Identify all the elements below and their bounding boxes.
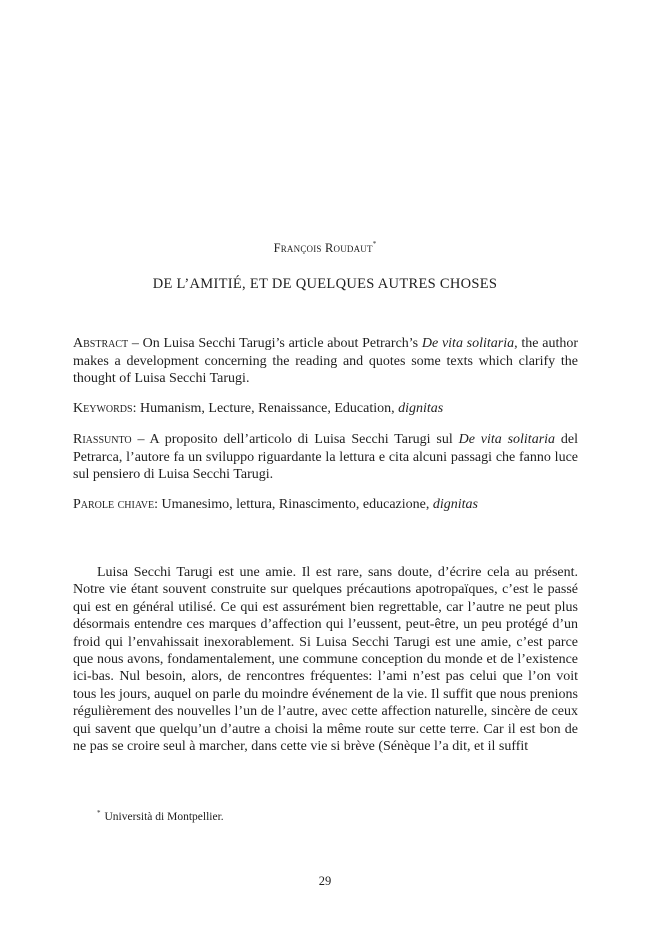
keywords-italian bbox=[73, 496, 578, 514]
author-name: François Roudaut bbox=[273, 241, 373, 255]
parole-chiave-text: Umanesimo, lettura, Rinascimento, educazione, bbox=[161, 497, 433, 512]
abstract-label: Abstract bbox=[73, 336, 129, 351]
abstract-text-after: , the author makes a development concerning the reading and quotes some texts which clarify the thought of Luisa Secchi Tarugi. bbox=[73, 336, 579, 386]
author-line bbox=[0, 240, 650, 256]
body-paragraph: Luisa Secchi Tarugi est une amie. Il est rare, sans doute, d’écrire cela au présent. Notre vie étant souvent construite sur quelques précautions apotropaïques, c’est le passé qui est en général utilisé. Ce qui est assurément bien regrettable, car l’autre ne peut plus désormais entendre ces marques d’affection qui l’eussent, peut-être, un peu protégé d’un froid qui l’envahissait inexorablement. Si Luisa Secchi Tarugi est une amie, c’est parce que nous avons, fondamentalement, une commune conception du monde et de l’existence ici-bas. Nul besoin, alors, de rencontres fréquentes: l’ami n’est pas celui que l’on voit tous les jours, auquel on parle du moindre événement de la vie. Il suffit que nous prenions régulièrement des nouvelles l’un de l’autre, avec cette affection naturelle, sincère de ceux qui savent que quelqu’un d’autre a choisi la même route sur cette terre. Car il est bon de ne pas se croire seul à marcher, dans cette vie si brève (Sénèque l’a dit, et il suffit bbox=[73, 565, 578, 755]
parole-chiave-separator: : bbox=[154, 497, 162, 512]
footnote-mark: * bbox=[97, 809, 101, 817]
keywords-separator: : bbox=[132, 401, 140, 416]
footnote bbox=[97, 809, 224, 823]
keywords-label: Keywords bbox=[73, 401, 133, 416]
abstract-english bbox=[73, 335, 578, 388]
riassunto-text-after: del Petrarca, l’autore fa un sviluppo riguardante la lettura e cita alcuni passagi che fanno luce sul pensiero di Luisa Secchi Tarugi. bbox=[73, 432, 578, 482]
page-number: 29 bbox=[318, 874, 332, 888]
riassunto-text-before: A proposito dell’articolo di Luisa Secchi Tarugi sul bbox=[149, 432, 459, 447]
riassunto-separator: – bbox=[131, 432, 150, 447]
abstract-work-title: De vita solitaria bbox=[421, 336, 515, 351]
parole-chiave-italic: dignitas bbox=[432, 497, 478, 512]
riassunto-work-title: De vita solitaria bbox=[458, 432, 556, 447]
abstract-italian bbox=[73, 431, 578, 484]
keywords-english bbox=[73, 400, 578, 418]
parole-chiave-label: Parole chiave bbox=[73, 497, 155, 512]
author-footnote-mark: * bbox=[372, 240, 377, 248]
footnote-text: Università di Montpellier. bbox=[104, 811, 224, 823]
abstract-text-before: On Luisa Secchi Tarugi’s article about Petrarch’s bbox=[142, 336, 422, 351]
abstract-separator: – bbox=[128, 336, 143, 351]
keywords-italic: dignitas bbox=[398, 401, 444, 416]
riassunto-label: Riassunto bbox=[73, 432, 132, 447]
keywords-text: Humanism, Lecture, Renaissance, Education, bbox=[139, 401, 399, 416]
article-title: DE L’AMITIÉ, ET DE QUELQUES AUTRES CHOSES bbox=[152, 276, 498, 292]
